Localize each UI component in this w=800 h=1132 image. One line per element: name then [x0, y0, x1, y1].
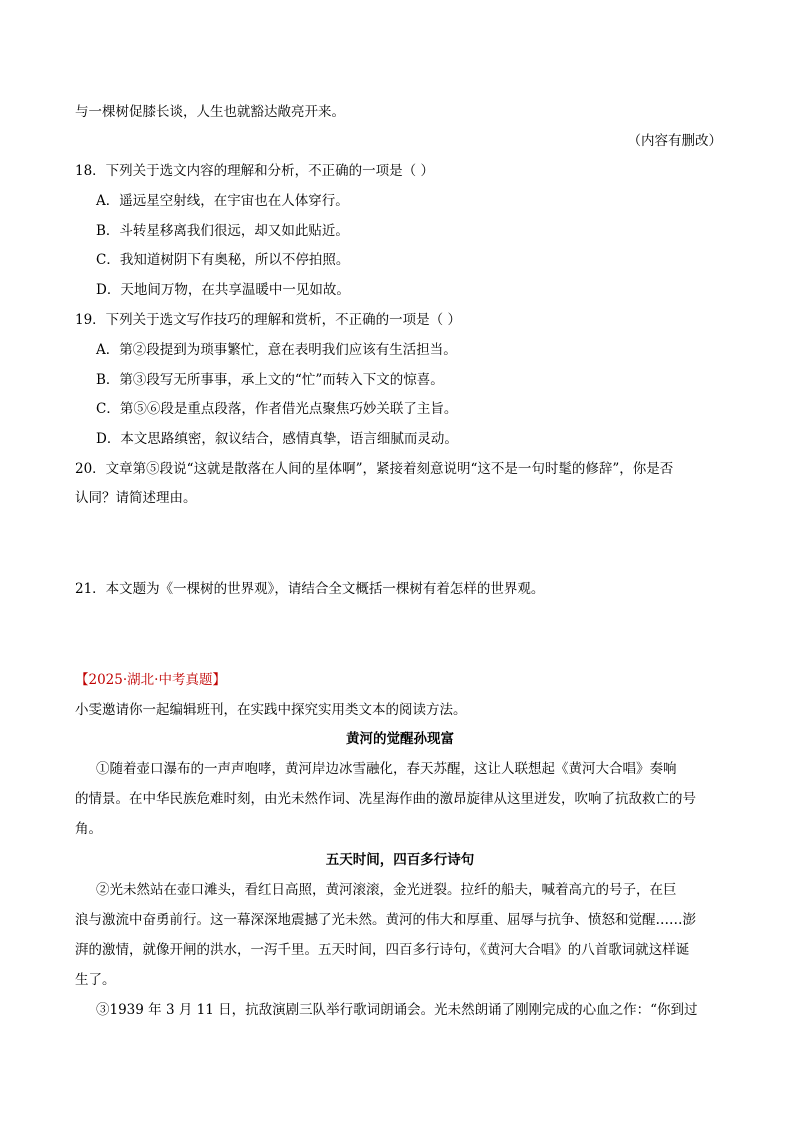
paragraph-2-line4: 生了。: [75, 972, 116, 988]
subheading: 五天时间，四百多行诗句: [325, 852, 475, 868]
q19-option-b: B．第③段写无所事事，承上文的“忙”而转入下文的惊喜。: [96, 372, 444, 388]
source-note: （内容有删改）: [627, 133, 722, 149]
question-19-stem: 19．下列关于选文写作技巧的理解和赏析，不正确的一项是（ ）: [75, 312, 461, 328]
paragraph-2-line2: 浪与激流中奋勇前行。这一幕深深地震撼了光未然。黄河的伟大和厚重、屈辱与抗争、愤怒和觉醒……澎: [75, 912, 696, 928]
question-20-line2: 认同？请简述理由。: [75, 490, 197, 506]
question-20-line1: 20．文章第⑤段说“这就是散落在人间的星体啊”，紧接着刻意说明“这不是一句时髦的修辞”，你是否: [75, 461, 674, 477]
paragraph-3-line1: ③1939 年 3 月 11 日，抗敌演剧三队举行歌词朗诵会。光未然朗诵了刚刚完成的心血之作：“你到过: [96, 1002, 698, 1018]
q18-option-c: C．我知道树阴下有奥秘，所以不停拍照。: [96, 252, 350, 268]
paragraph-1-line1: ①随着壶口瀑布的一声声咆哮，黄河岸边冰雪融化，春天苏醒，这让人联想起《黄河大合唱》奏响: [96, 761, 677, 777]
q19-option-a: A．第②段提到为琐事繁忙，意在表明我们应该有生活担当。: [96, 342, 457, 358]
previous-paragraph-tail: 与一棵树促膝长谈，人生也就豁达敞亮开来。: [75, 104, 345, 120]
question-21: 21．本文题为《一棵树的世界观》，请结合全文概括一棵树有着怎样的世界观。: [75, 581, 545, 597]
article-title: 黄河的觉醒孙现富: [346, 731, 454, 747]
paragraph-2-line1: ②光未然站在壶口滩头，看红日高照，黄河滚滚，金光迸裂。拉纤的船夫，喊着高亢的号子，在巨: [96, 882, 677, 898]
q18-option-b: B．斗转星移离我们很远，却又如此贴近。: [96, 223, 349, 239]
exam-source-tag: 【2025·湖北·中考真题】: [75, 672, 226, 688]
paragraph-1-line2: 的情景。在中华民族危难时刻，由光未然作词、冼星海作曲的激昂旋律从这里迸发，吹响了抗敌救亡的号: [75, 791, 696, 807]
paragraph-1-line3: 角。: [75, 821, 102, 837]
section-intro: 小雯邀请你一起编辑班刊，在实践中探究实用类文本的阅读方法。: [75, 702, 467, 718]
paragraph-2-line3: 湃的激情，就像开闸的洪水，一泻千里。五天时间，四百多行诗句，《黄河大合唱》的八首歌词就这样诞: [75, 942, 690, 958]
q19-option-d: D．本文思路缜密，叙议结合，感情真挚，语言细腻而灵动。: [96, 431, 458, 447]
q18-option-d: D．天地间万物，在共享温暖中一见如故。: [96, 282, 350, 298]
q18-option-a: A．遥远星空射线，在宇宙也在人体穿行。: [96, 193, 349, 209]
question-18-stem: 18．下列关于选文内容的理解和分析，不正确的一项是（ ）: [75, 163, 434, 179]
q19-option-c: C．第⑤⑥段是重点段落，作者借光点聚焦巧妙关联了主旨。: [96, 401, 458, 417]
